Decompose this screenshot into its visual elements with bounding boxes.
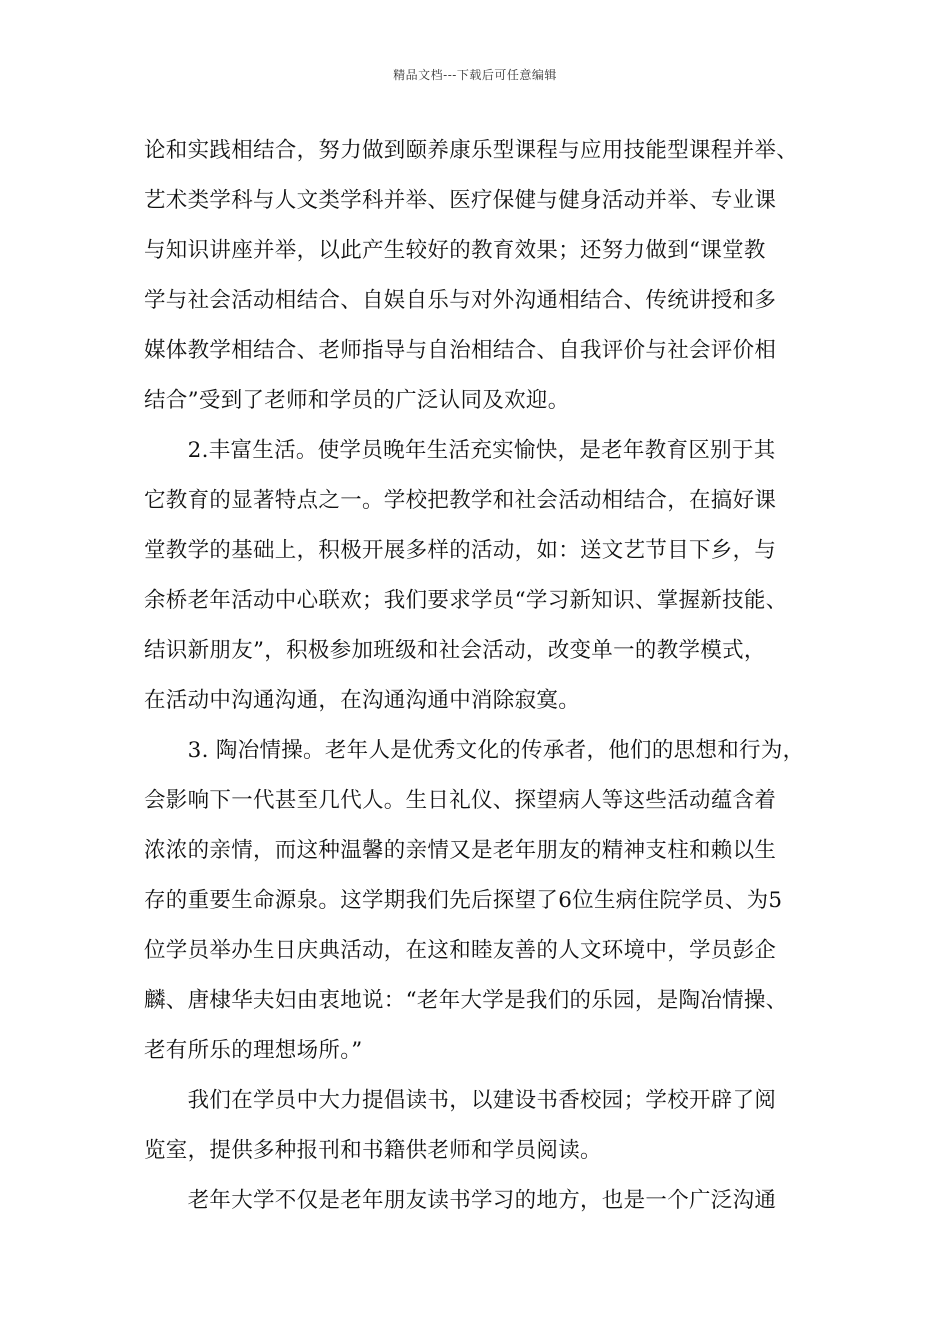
text-line: 麟、唐棣华夫妇由衷地说：“老年大学是我们的乐园，是陶冶情操、	[144, 988, 788, 1013]
text-line: 媒体教学相结合、老师指导与自治相结合、自我评价与社会评价相	[144, 338, 777, 363]
text-line: 结识新朋友”，积极参加班级和社会活动，改变单一的教学模式，	[144, 638, 766, 663]
text-line: 我们在学员中大力提倡读书，以建设书香校园；学校开辟了阅	[144, 1088, 777, 1113]
page-header: 精品文档---下载后可任意编辑	[393, 68, 557, 82]
paragraph-1	[144, 126, 814, 426]
document-body	[144, 126, 814, 1226]
text-line: 览室，提供多种报刊和书籍供老师和学员阅读。	[144, 1138, 602, 1163]
text-line: 在活动中沟通沟通，在沟通沟通中消除寂寞。	[144, 688, 581, 713]
text-line: 艺术类学科与人文类学科并举、医疗保健与健身活动并举、专业课	[144, 188, 777, 213]
text-line: 老年大学不仅是老年朋友读书学习的地方，也是一个广泛沟通	[144, 1188, 777, 1213]
paragraph-2	[144, 426, 814, 726]
text-line: 2.丰富生活。使学员晚年生活充实愉快，是老年教育区别于其	[144, 438, 776, 463]
text-line: 堂教学的基础上，积极开展多样的活动，如：送文艺节目下乡，与	[144, 538, 777, 563]
text-line: 3. 陶冶情操。老年人是优秀文化的传承者，他们的思想和行为，	[144, 738, 805, 763]
text-line: 结合”受到了老师和学员的广泛认同及欢迎。	[144, 388, 570, 413]
text-line: 余桥老年活动中心联欢；我们要求学员“学习新知识、掌握新技能、	[144, 588, 788, 613]
text-line: 与知识讲座并举，以此产生较好的教育效果；还努力做到“课堂教	[144, 238, 766, 263]
text-line: 浓浓的亲情，而这种温馨的亲情又是老年朋友的精神支柱和赖以生	[144, 838, 777, 863]
text-line: 存的重要生命源泉。这学期我们先后探望了6位生病住院学员、为5	[144, 888, 783, 913]
text-line: 学与社会活动相结合、自娱自乐与对外沟通相结合、传统讲授和多	[144, 288, 777, 313]
text-line: 会影响下一代甚至几代人。生日礼仪、探望病人等这些活动蕴含着	[144, 788, 777, 813]
text-line: 位学员举办生日庆典活动，在这和睦友善的人文环境中，学员彭企	[144, 938, 777, 963]
text-line: 老有所乐的理想场所。”	[144, 1038, 363, 1063]
paragraph-3	[144, 726, 814, 1076]
text-line: 它教育的显著特点之一。学校把教学和社会活动相结合，在搞好课	[144, 488, 777, 513]
text-line: 论和实践相结合，努力做到颐养康乐型课程与应用技能型课程并举、	[144, 138, 799, 163]
paragraph-4	[144, 1076, 814, 1176]
paragraph-5	[144, 1176, 814, 1226]
